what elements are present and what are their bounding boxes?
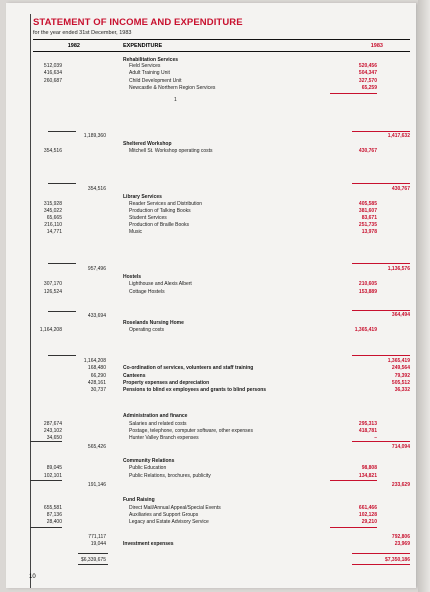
cell-curr: 29,210 xyxy=(361,519,377,525)
row-label: Music xyxy=(129,229,143,235)
statement-subtitle: for the year ended 31st December, 1983 xyxy=(33,30,132,36)
cell-prev: 307,170 xyxy=(43,281,62,287)
subtotal-rule xyxy=(330,527,377,528)
cell-curr: 251,735 xyxy=(358,222,377,228)
cell-prev: 315,928 xyxy=(43,201,62,207)
cell-prev: 87,136 xyxy=(46,512,62,518)
subtotal-rule xyxy=(330,93,377,94)
header-underline xyxy=(33,51,410,52)
section-heading: Library Services xyxy=(123,194,162,200)
cell-curr: 504,347 xyxy=(358,70,377,76)
footnote-mark: 1 xyxy=(174,97,177,103)
cell-prev: 168,480 xyxy=(87,365,106,371)
cell-curr: 327,570 xyxy=(358,78,377,84)
total-curr: 792,806 xyxy=(391,534,410,540)
cell-prev: 19,044 xyxy=(90,541,106,547)
cell-curr: 98,808 xyxy=(361,465,377,471)
row-label: Newcastle & Northern Region Services xyxy=(129,85,216,91)
section-heading: Sheltered Workshop xyxy=(123,141,172,147)
total-prev: 565,426 xyxy=(87,444,106,450)
cell-curr: 520,456 xyxy=(358,63,377,69)
cell-prev: 416,634 xyxy=(43,70,62,76)
row-label: Production of Braille Books xyxy=(129,222,190,228)
row-label: Postage, telephone, computer software, other expenses xyxy=(129,428,253,434)
cell-prev: 126,524 xyxy=(43,289,62,295)
cell-prev: 34,650 xyxy=(46,435,62,441)
row-label: Property expenses and depreciation xyxy=(123,380,210,386)
total-curr: 714,094 xyxy=(391,444,410,450)
total-curr: 364,494 xyxy=(391,312,410,318)
total-prev: 1,189,360 xyxy=(83,133,106,139)
row-label: Public Relations, brochures, publicity xyxy=(129,473,211,479)
cell-prev: 428,161 xyxy=(87,380,106,386)
row-label: Public Education xyxy=(129,465,167,471)
subtotal-rule xyxy=(48,311,76,312)
row-label: Co-ordination of services, volunteers and staff training xyxy=(123,365,254,371)
subtotal-rule xyxy=(330,480,377,481)
section-heading: Administration and finance xyxy=(123,413,188,419)
header-expenditure: EXPENDITURE xyxy=(123,43,163,49)
total-rule xyxy=(352,131,410,132)
cell-curr: 23,969 xyxy=(394,541,410,547)
total-prev: 957,496 xyxy=(87,266,106,272)
cell-curr: 102,128 xyxy=(358,512,377,518)
cell-curr: 405,585 xyxy=(358,201,377,207)
section-heading: Hostels xyxy=(123,274,142,280)
cell-curr: 249,564 xyxy=(391,365,410,371)
cell-prev: 655,581 xyxy=(43,505,62,511)
total-prev: 354,516 xyxy=(87,186,106,192)
cell-prev: 1,164,208 xyxy=(39,327,62,333)
total-curr: 430,767 xyxy=(391,186,410,192)
subtotal-rule xyxy=(48,263,76,264)
cell-prev: 89,045 xyxy=(46,465,62,471)
cell-curr: 13,978 xyxy=(361,229,377,235)
left-margin-rule xyxy=(30,14,31,588)
total-prev: 1,164,208 xyxy=(83,358,106,364)
cell-curr: 505,512 xyxy=(391,380,410,386)
total-curr: 1,136,576 xyxy=(387,266,410,272)
cell-curr: 36,332 xyxy=(394,387,410,393)
total-curr: 233,629 xyxy=(391,482,410,488)
cell-curr: 65,259 xyxy=(361,85,377,91)
cell-curr: 1,365,419 xyxy=(354,327,377,333)
cell-curr: – xyxy=(374,435,377,441)
total-rule xyxy=(352,355,410,356)
cell-prev: 102,101 xyxy=(43,473,62,479)
row-label: Cottage Hostels xyxy=(129,289,165,295)
row-label: Student Services xyxy=(129,215,167,221)
cell-curr: 134,821 xyxy=(358,473,377,479)
grand-total-rule xyxy=(352,553,410,554)
total-curr: 1,365,419 xyxy=(387,358,410,364)
row-label: Child Development Unit xyxy=(129,78,182,84)
row-label: Production of Talking Books xyxy=(129,208,191,214)
subtotal-rule xyxy=(30,441,62,442)
cell-prev: 65,665 xyxy=(46,215,62,221)
cell-curr: 661,466 xyxy=(358,505,377,511)
total-rule xyxy=(352,263,410,264)
cell-prev: 345,022 xyxy=(43,208,62,214)
cell-curr: 381,607 xyxy=(358,208,377,214)
cell-curr: 295,313 xyxy=(358,421,377,427)
total-curr: 1,417,632 xyxy=(387,133,410,139)
row-label: Canteens xyxy=(123,373,146,379)
subtotal-rule xyxy=(48,355,76,356)
section-heading: Fund Raising xyxy=(123,497,155,503)
row-label: Pensions to blind ex employees and grants to blind persons xyxy=(123,387,267,393)
row-label: Auxiliaries and Support Groups xyxy=(129,512,199,518)
subtotal-rule xyxy=(48,183,76,184)
total-rule xyxy=(352,310,410,311)
section-heading: Roselands Nursing Home xyxy=(123,320,184,326)
row-label: Investment expenses xyxy=(123,541,174,547)
cell-prev: 512,039 xyxy=(43,63,62,69)
cell-prev: 28,400 xyxy=(46,519,62,525)
cell-curr: 210,605 xyxy=(358,281,377,287)
cell-prev: 216,110 xyxy=(44,222,62,228)
row-label: Salaries and related costs xyxy=(129,421,187,427)
cell-prev: 66,290 xyxy=(90,373,106,379)
total-rule xyxy=(352,183,410,184)
cell-curr: 430,767 xyxy=(358,148,377,154)
total-prev: 191,146 xyxy=(87,482,106,488)
statement-title: STATEMENT OF INCOME AND EXPENDITURE xyxy=(33,17,243,28)
total-prev: 433,694 xyxy=(87,313,106,319)
grand-total-double-rule xyxy=(78,564,108,565)
subtotal-rule xyxy=(30,480,62,481)
row-label: Mitchell St. Workshop operating costs xyxy=(129,148,213,154)
cell-prev: 30,737 xyxy=(90,387,106,393)
cell-curr: 153,889 xyxy=(358,289,377,295)
page-edge xyxy=(418,0,430,592)
cell-prev: 260,687 xyxy=(43,78,62,84)
subtotal-rule xyxy=(30,527,62,528)
row-label: Hunter Valley Branch expenses xyxy=(129,435,199,441)
grand-total-prev: $6,339,675 xyxy=(80,557,106,563)
total-prev: 771,117 xyxy=(88,534,106,540)
section-heading: Community Relations xyxy=(123,458,175,464)
cell-prev: 14,771 xyxy=(46,229,62,235)
cell-prev: 243,102 xyxy=(43,428,62,434)
grand-total-curr: $7,350,186 xyxy=(384,557,410,563)
grand-total-double-rule xyxy=(352,564,410,565)
cell-curr: 83,671 xyxy=(361,215,377,221)
section-heading: Rehabilitation Services xyxy=(123,57,179,63)
row-label: Operating costs xyxy=(129,327,165,333)
row-label: Field Services xyxy=(129,63,161,69)
row-label: Lighthouse and Alexis Albert xyxy=(129,281,192,287)
row-label: Adult Training Unit xyxy=(129,70,170,76)
total-rule xyxy=(352,441,410,442)
row-label: Legacy and Estate Advisory Service xyxy=(129,519,209,525)
cell-curr: 418,781 xyxy=(358,428,377,434)
row-label: Direct Mail/Annual Appeal/Special Events xyxy=(129,505,221,511)
grand-total-rule xyxy=(78,553,108,554)
cell-prev: 287,674 xyxy=(43,421,62,427)
subtotal-rule xyxy=(48,131,76,132)
row-label: Reader Services and Distribution xyxy=(129,201,203,207)
header-current-year: 1983 xyxy=(370,43,383,49)
cell-prev: 354,516 xyxy=(43,148,62,154)
header-prior-year: 1982 xyxy=(67,43,80,49)
cell-curr: 79,392 xyxy=(394,373,410,379)
page-number: 10 xyxy=(29,574,36,580)
header-rule xyxy=(33,39,410,40)
